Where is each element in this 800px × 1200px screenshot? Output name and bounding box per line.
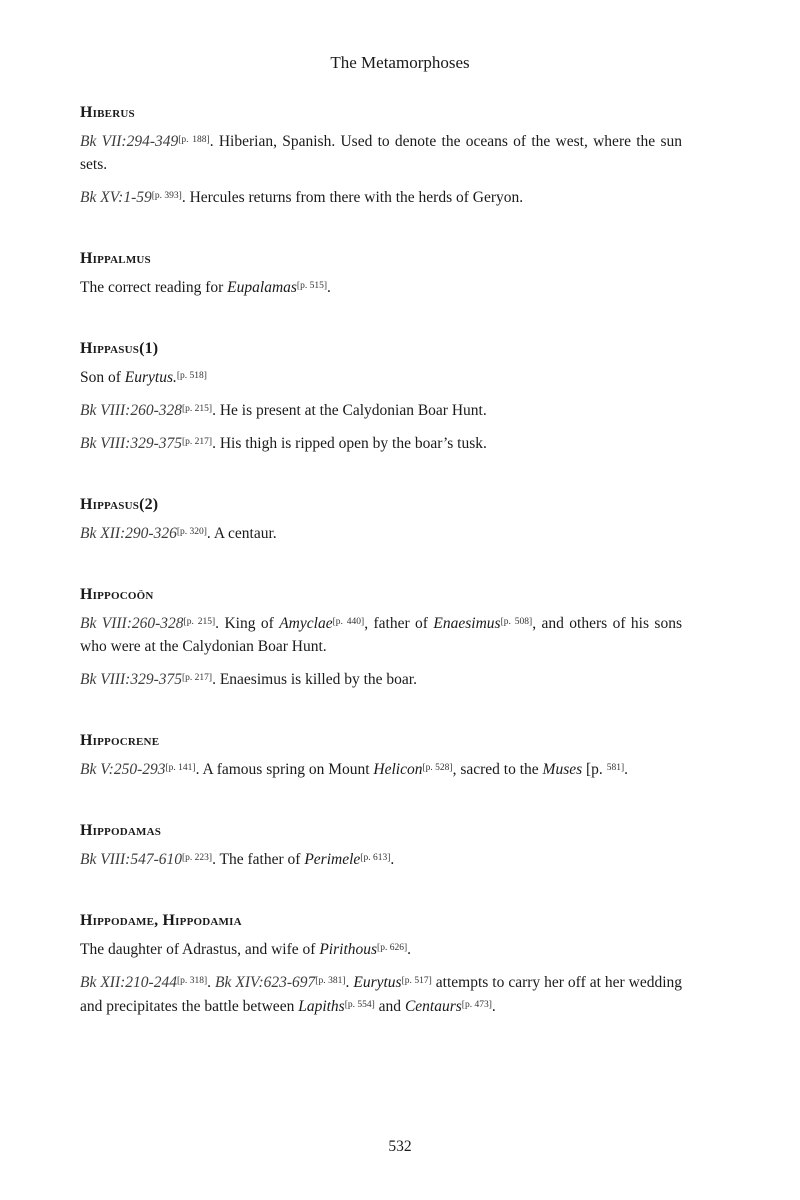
entry-paragraph — [80, 398, 682, 422]
page-reference-link[interactable]: [p. 188] — [178, 135, 210, 145]
glossary-entry — [80, 583, 682, 691]
entry-text: . — [345, 974, 354, 991]
page-reference-link[interactable]: [p. 318] — [176, 976, 208, 986]
entry-text: , and others of his sons who were at the Calydonian Boar Hunt. — [80, 615, 682, 655]
entry-heading: Hippodame, Hippodamia — [80, 912, 242, 929]
entry-paragraph — [80, 757, 682, 781]
glossary-entry — [80, 729, 682, 781]
book-reference-link[interactable]: Bk XII:210-244 — [80, 974, 177, 991]
cross-reference-name: Muses — [542, 761, 583, 778]
entry-text: . — [327, 279, 331, 296]
entry-paragraph — [80, 185, 682, 209]
page-reference-link[interactable]: [p. 320] — [176, 527, 207, 537]
page-reference-link[interactable]: [p. 217] — [182, 673, 213, 683]
entry-paragraph — [80, 970, 682, 1018]
page-reference-link[interactable]: [p. 518] — [176, 371, 207, 381]
cross-reference-name: Amyclae — [279, 615, 333, 632]
entry-paragraph — [80, 521, 682, 545]
entry-text: . Hiberian, Spanish. Used to denote the oceans of the west, where the sun sets. — [80, 133, 682, 173]
running-head: The Metamorphoses — [330, 53, 470, 72]
page-reference-link[interactable]: [p. 554] — [344, 1000, 375, 1010]
glossary-entry — [80, 909, 682, 1018]
page-reference-link[interactable]: [p. 215] — [183, 617, 216, 627]
entry-text: . His thigh is ripped open by the boar’s tusk. — [212, 435, 487, 452]
glossary-entry — [80, 493, 682, 545]
page-reference-link[interactable]: [p. 515] — [296, 281, 327, 291]
entry-paragraph — [80, 611, 682, 658]
book-reference-link[interactable]: Bk VIII:260-328 — [80, 615, 184, 632]
entry-text: . Enaesimus is killed by the boar. — [212, 671, 417, 688]
entry-paragraph — [80, 847, 682, 871]
page-reference-link[interactable]: [p. 223] — [182, 853, 213, 863]
entry-text: . A centaur. — [206, 525, 277, 542]
cross-reference-name: Eupalamas — [227, 279, 297, 296]
entry-paragraph — [80, 431, 682, 455]
entry-text: . Hercules returns from there with the herds of Geryon. — [181, 189, 524, 206]
entry-text: . King of — [215, 615, 280, 632]
book-reference-link[interactable]: Bk VII:294-349 — [80, 133, 179, 150]
cross-reference-name: Eurytus — [353, 974, 402, 991]
glossary-entry — [80, 101, 682, 209]
book-reference-link[interactable]: Bk V:250-293 — [80, 761, 166, 778]
glossary-entries — [80, 101, 682, 1056]
entry-text: The correct reading for — [80, 279, 228, 296]
page-reference-link[interactable]: 581] — [606, 763, 625, 773]
page-reference-link[interactable]: [p. 393] — [151, 191, 182, 201]
entry-text: attempts to carry her off at her wedding and precipitates the battle between — [80, 974, 683, 1015]
cross-reference-name: Enaesimus — [433, 615, 501, 632]
book-reference-link[interactable]: Bk VIII:547-610 — [80, 851, 182, 868]
entry-text: Son of — [80, 369, 125, 386]
book-reference-link[interactable]: Bk XII:290-326 — [80, 525, 177, 542]
entry-text: , sacred to the — [452, 761, 543, 778]
page-reference-link[interactable]: [p. 528] — [422, 763, 453, 773]
entry-text: The daughter of Adrastus, and wife of — [80, 941, 320, 958]
entry-paragraph — [80, 365, 682, 389]
book-reference-link[interactable]: Bk XIV:623-697 — [215, 974, 316, 991]
entry-text: . The father of — [212, 851, 305, 868]
page-reference-link[interactable]: [p. 473] — [461, 1000, 492, 1010]
page-reference-link[interactable]: [p. 215] — [182, 404, 213, 414]
page-reference-link[interactable]: [p. 517] — [401, 976, 432, 986]
page-reference-link[interactable]: [p. 613] — [360, 853, 391, 863]
entry-heading: Hippodamas — [80, 822, 162, 839]
entry-paragraph — [80, 275, 682, 299]
entry-paragraph — [80, 129, 682, 176]
book-reference-link[interactable]: Bk VIII:329-375 — [80, 435, 182, 452]
page-reference-link[interactable]: [p. 217] — [182, 437, 213, 447]
page-reference-link[interactable]: [p. 508] — [500, 617, 533, 627]
book-reference-link[interactable]: Bk VIII:260-328 — [80, 402, 182, 419]
entry-heading: Hippocoön — [80, 586, 154, 603]
glossary-entry — [80, 247, 682, 299]
cross-reference-name: Centaurs — [404, 998, 462, 1015]
entry-text: . — [207, 974, 216, 991]
page-reference-link[interactable]: [p. 440] — [332, 617, 365, 627]
cross-reference-name: Pirithous — [319, 941, 378, 958]
cross-reference-name: Helicon — [373, 761, 423, 778]
cross-reference-name: Lapiths — [298, 998, 345, 1015]
entry-text: . — [390, 851, 395, 868]
entry-text: . — [407, 941, 411, 958]
entry-heading: Hippocrene — [80, 732, 160, 749]
glossary-entry — [80, 819, 682, 871]
entry-text: [p. — [582, 761, 607, 778]
entry-text: and — [374, 998, 405, 1015]
entry-text: , father of — [364, 615, 434, 632]
glossary-entry — [80, 337, 682, 455]
cross-reference-name: Eurytus. — [124, 369, 177, 386]
page-number: 532 — [388, 1138, 412, 1155]
entry-paragraph — [80, 937, 682, 961]
entry-heading: Hippasus(2) — [80, 496, 159, 513]
entry-text: . — [624, 761, 628, 778]
page-reference-link[interactable]: [p. 381] — [315, 976, 346, 986]
entry-text: . He is present at the Calydonian Boar Hunt. — [212, 402, 487, 419]
entry-text: . A famous spring on Mount — [195, 761, 374, 778]
cross-reference-name: Perimele — [304, 851, 361, 868]
book-reference-link[interactable]: Bk VIII:329-375 — [80, 671, 182, 688]
entry-heading: Hiberus — [80, 104, 135, 121]
entry-heading: Hippasus(1) — [80, 340, 159, 357]
entry-heading: Hippalmus — [80, 250, 151, 267]
page-reference-link[interactable]: [p. 626] — [377, 943, 408, 953]
page-reference-link[interactable]: [p. 141] — [165, 763, 196, 773]
book-reference-link[interactable]: Bk XV:1-59 — [80, 189, 152, 206]
entry-paragraph — [80, 667, 682, 691]
entry-text: . — [491, 998, 496, 1015]
